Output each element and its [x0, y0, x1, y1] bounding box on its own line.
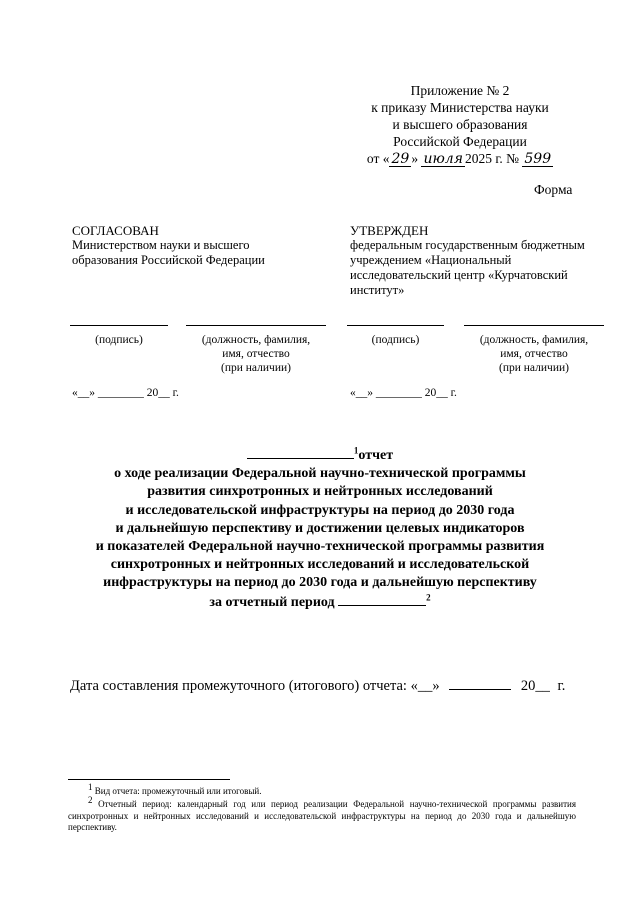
- handwritten-number: 599: [524, 151, 552, 167]
- compile-date-suffix: г.: [557, 678, 566, 694]
- appendix-order-line: к приказу Министерства науки: [371, 100, 549, 115]
- left-approval-date: «__» ________ 20__ г.: [72, 387, 179, 399]
- position-label-line: (должность, фамилия,: [201, 334, 311, 346]
- compile-date-year-prefix: 20: [520, 678, 536, 694]
- report-title-first-line: [40, 446, 600, 465]
- left-signature-label: (подпись): [95, 334, 143, 346]
- position-label-line: (при наличии): [221, 362, 291, 374]
- left-org-line: Министерством науки и высшего: [72, 238, 250, 252]
- footnote-1-text: Вид отчета: промежуточный или итоговый.: [94, 786, 262, 796]
- compile-date-close-quote: »: [432, 678, 440, 694]
- right-approval-date: «__» ________ 20__ г.: [350, 387, 457, 399]
- compile-date-line: [70, 677, 565, 695]
- right-signature-line: [347, 325, 444, 326]
- right-org-line: учреждением «Национальный: [350, 253, 512, 267]
- report-title-line: синхротронных и нейтронных исследований и исследовательской: [110, 557, 530, 573]
- left-org-line: образования Российской Федерации: [72, 253, 265, 267]
- report-title-line: развития синхротронных и нейтронных исследований: [147, 484, 493, 500]
- appendix-title: Приложение № 2: [410, 83, 510, 98]
- footnote-1: [68, 782, 576, 798]
- footnote-separator: [68, 779, 230, 780]
- report-title: [40, 446, 600, 612]
- left-heading: СОГЛАСОВАН: [72, 223, 159, 238]
- report-period-blank: [338, 593, 426, 606]
- compile-date-day-blank: __: [417, 678, 433, 694]
- report-title-line: и показателей Федеральной научно-технической программы развития: [95, 539, 545, 555]
- right-position-line: [464, 325, 604, 326]
- handwritten-day: 29: [391, 151, 410, 167]
- date-mid: »: [411, 151, 419, 166]
- right-org-text: [350, 238, 610, 298]
- appendix-block: [340, 82, 580, 167]
- appendix-date-line: [340, 150, 580, 167]
- report-title-line: инфраструктуры на период до 2030 года и дальнейшую перспективу: [103, 575, 537, 591]
- right-org-line: исследовательский центр «Курчатовский: [350, 268, 568, 282]
- footnote-2-text: Отчетный период: календарный год или период реализации Федеральной научно-технической программы развития синхротронных и нейтронных исследований и исследовательской инфраструктуры на период до 2030 года и дальнейшую перспективу.: [68, 799, 576, 833]
- compile-date-year-blank: __: [535, 678, 550, 694]
- report-word: отчет: [358, 448, 394, 463]
- left-position-line: [186, 325, 326, 326]
- left-signature-line: [70, 325, 168, 326]
- form-label: Форма: [534, 182, 573, 197]
- date-year-text: 2025 г. №: [464, 151, 519, 166]
- left-position-label: [186, 333, 326, 375]
- appendix-country-line: Российской Федерации: [393, 134, 527, 149]
- right-org-line: институт»: [350, 283, 405, 297]
- left-org-text: [72, 238, 322, 268]
- right-heading: УТВЕРЖДЕН: [350, 223, 429, 238]
- date-prefix: от «: [366, 151, 390, 166]
- compile-date-month-blank: [449, 677, 511, 690]
- report-type-blank: [247, 446, 354, 459]
- footnote-ref-1: 1: [353, 445, 359, 456]
- position-label-line: (при наличии): [499, 362, 569, 374]
- report-period-label: за отчетный период: [209, 594, 335, 610]
- footnote-2-mark: 2: [88, 795, 93, 805]
- appendix-ministry-line: и высшего образования: [392, 117, 528, 132]
- handwritten-month: июля: [423, 151, 463, 167]
- report-title-line: о ходе реализации Федеральной научно-технической программы: [114, 466, 526, 482]
- position-label-line: имя, отчество: [222, 348, 290, 360]
- position-label-line: (должность, фамилия,: [479, 334, 589, 346]
- position-label-line: имя, отчество: [500, 348, 568, 360]
- right-position-label: [464, 333, 604, 375]
- footnote-ref-2: 2: [426, 591, 431, 602]
- footnote-2: [68, 795, 576, 834]
- compile-date-label: Дата составления промежуточного (итогового) отчета: «: [70, 678, 418, 694]
- footnote-1-mark: 1: [88, 782, 93, 792]
- report-title-line: и дальнейшую перспективу и достижении целевых индикаторов: [115, 520, 525, 536]
- right-org-line: федеральным государственным бюджетным: [350, 238, 585, 252]
- right-signature-label: (подпись): [371, 334, 420, 346]
- report-period-line: [40, 593, 600, 612]
- report-title-line: и исследовательской инфраструктуры на период до 2030 года: [125, 502, 515, 518]
